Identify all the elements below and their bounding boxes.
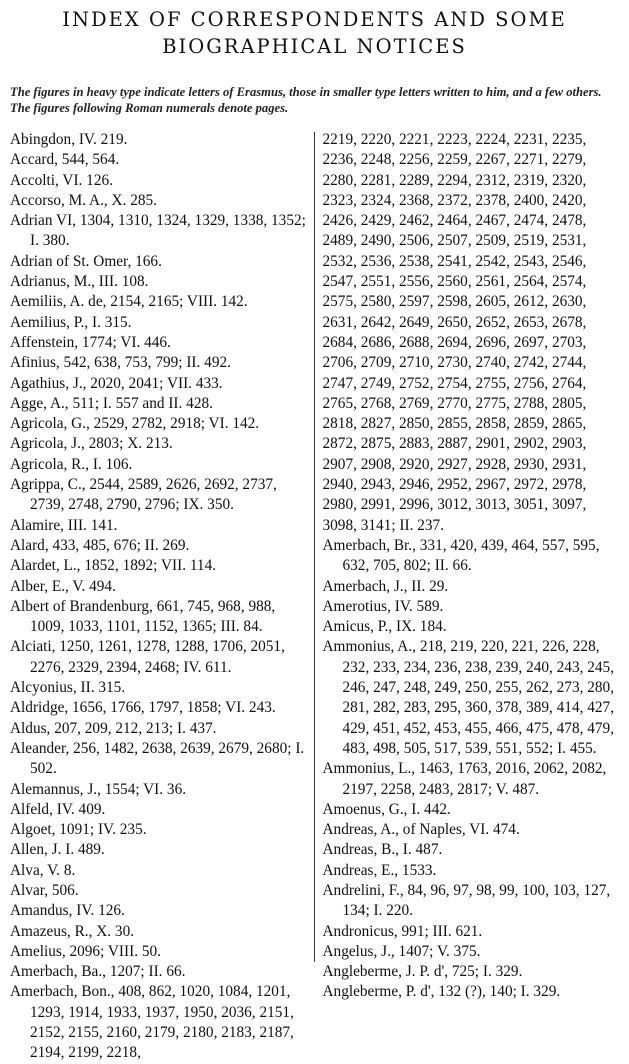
index-entry: Alfeld, IV. 409. xyxy=(10,800,106,818)
index-entry: Aemilius, P., I. 315. xyxy=(10,313,132,331)
index-entry: 2219, 2220, 2221, 2223, 2224, 2231, 2235, 2236, 2248, 2256, 2259, 2267, 2271, 2279, 2280, 2281, 2289, 2294, 2312, 2319, 2320, 2323, 2324, 2368, 2372, 2378, 2400, 2420, 2426, 2429, 2462, 2464, 2467, 2474, 2478, 2489, 2490, 2506, 2507, 2509, 2519, 2531, 2532, 2536, 2538, 2541, 2542, 2543, 2546, 2547, 2551, 2556, 2560, 2561, 2564, 2574, 2575, 2580, 2597, 2598, 2605, 2612, 2630, 2631, 2642, 2649, 2650, 2652, 2653, 2678, 2684, 2686, 2688, 2694, 2696, 2697, 2703, 2706, 2709, 2710, 2730, 2740, 2742, 2744, 2747, 2749, 2752, 2754, 2755, 2756, 2764, 2765, 2768, 2769, 2770, 2775, 2788, 2805, 2818, 2827, 2850, 2855, 2858, 2859, 2865, 2872, 2875, 2883, 2887, 2901, 2902, 2903, 2907, 2908, 2920, 2927, 2928, 2930, 2931, 2940, 2943, 2946, 2952, 2967, 2972, 2978, 2980, 2991, 2996, 3012, 3013, 3051, 3097, 3098, 3141; II. 237. xyxy=(322,131,587,534)
index-entry: Andreas, A., of Naples, VI. 474. xyxy=(322,821,520,839)
index-entry: Andronicus, 991; III. 621. xyxy=(322,922,483,940)
index-entry: Angelus, J., 1407; V. 375. xyxy=(322,942,481,960)
index-entry: Aldus, 207, 209, 212, 213; I. 437. xyxy=(10,719,217,737)
index-entry: Adrian VI, 1304, 1310, 1324, 1329, 1338, 1352; I. 380. xyxy=(10,212,306,250)
index-entry: Andrelini, F., 84, 96, 97, 98, 99, 100, 103, 127, 134; I. 220. xyxy=(322,881,611,920)
left-column xyxy=(10,130,314,1064)
index-columns xyxy=(10,130,619,1064)
index-entry: Andreas, E., 1533. xyxy=(322,861,437,879)
index-entry: Accorso, M. A., X. 285. xyxy=(10,191,158,209)
index-entry: Ammonius, A., 218, 219, 220, 221, 226, 228, 232, 233, 234, 236, 238, 239, 240, 243, 245, 246, 247, 248, 249, 250, 255, 262, 273, 280, 281, 282, 283, 295, 360, 378, 389, 414, 427, 429, 451, 452, 453, 455, 466, 475, 478, 479, 483, 498, 505, 517, 539, 551, 552; I. 455. xyxy=(322,638,615,757)
index-entry: Agricola, J., 2803; X. 213. xyxy=(10,435,173,453)
index-entry: Alemannus, J., 1554; VI. 36. xyxy=(10,780,187,798)
index-entry: Alamire, III. 141. xyxy=(10,516,118,534)
index-entry: Angleberme, J. P. d', 725; I. 329. xyxy=(322,963,523,981)
index-entry: Algoet, 1091; IV. 235. xyxy=(10,821,147,839)
index-entry: Aemiliis, A. de, 2154, 2165; VIII. 142. xyxy=(10,293,248,311)
right-column xyxy=(315,130,620,1064)
title-line-1: INDEX OF CORRESPONDENTS AND SOME xyxy=(62,8,567,31)
index-entry: Amerbach, Ba., 1207; II. 66. xyxy=(10,963,186,981)
index-entry: Accolti, VI. 126. xyxy=(10,171,113,189)
index-entry: Affenstein, 1774; VI. 446. xyxy=(10,333,171,351)
index-entry: Adrianus, M., III. 108. xyxy=(10,273,149,291)
index-entry: Aleander, 256, 1482, 2638, 2639, 2679, 2680; I. 502. xyxy=(10,739,305,778)
index-entry: Agricola, G., 2529, 2782, 2918; VI. 142. xyxy=(10,415,260,433)
index-entry: Ammonius, L., 1463, 1763, 2016, 2062, 2082, 2197, 2258, 2483, 2817; V. 487. xyxy=(322,760,607,798)
page-title xyxy=(10,6,619,60)
index-entry: Alard, 433, 485, 676; II. 269. xyxy=(10,536,190,554)
index-entry: Amerbach, J., II. 29. xyxy=(322,577,449,595)
index-entry: Alber, E., V. 494. xyxy=(10,577,116,595)
index-entry: Afinius, 542, 638, 753, 799; II. 492. xyxy=(10,354,231,372)
index-entry: Amerbach, Br., 331, 420, 439, 464, 557, 595, 632, 705, 802; II. 66. xyxy=(322,536,600,575)
index-entry: Amicus, P., IX. 184. xyxy=(322,618,447,636)
index-entry: Abingdon, IV. 219. xyxy=(10,131,128,148)
index-entry: Andreas, B., I. 487. xyxy=(322,841,443,859)
index-entry: Amerbach, Bon., 408, 862, 1020, 1084, 1201, 1293, 1914, 1933, 1937, 1950, 2036, 2151, 2152, 2155, 2160, 2179, 2180, 2183, 2187, 2194, 2199, 2218, xyxy=(10,983,294,1062)
title-line-2: BIOGRAPHICAL NOTICES xyxy=(162,35,467,58)
index-entry: Adrian of St. Omer, 166. xyxy=(10,252,162,270)
index-entry: Alcyonius, II. 315. xyxy=(10,679,126,697)
index-entry: Alciati, 1250, 1261, 1278, 1288, 1706, 2051, 2276, 2329, 2394, 2468; IV. 611. xyxy=(10,638,285,676)
index-entry: Allen, J. I. 489. xyxy=(10,841,105,859)
index-entry: Albert of Brandenburg, 661, 745, 968, 988, 1009, 1033, 1101, 1152, 1365; III. 84. xyxy=(10,597,276,636)
index-entry: Alva, V. 8. xyxy=(10,861,76,879)
index-entry: Amoenus, G., I. 442. xyxy=(322,800,451,818)
index-entry: Amerotius, IV. 589. xyxy=(322,597,444,615)
index-entry: Aldridge, 1656, 1766, 1797, 1858; VI. 243. xyxy=(10,699,276,717)
index-entry: Alardet, L., 1852, 1892; VII. 114. xyxy=(10,557,217,575)
index-entry: Accard, 544, 564. xyxy=(10,151,120,169)
index-entry: Alvar, 506. xyxy=(10,881,79,899)
index-entry: Amelius, 2096; VIII. 50. xyxy=(10,942,161,960)
index-entry: Agricola, R., I. 106. xyxy=(10,455,133,473)
index-entry: Agge, A., 511; I. 557 and II. 428. xyxy=(10,394,213,412)
index-entry: Agrippa, C., 2544, 2589, 2626, 2692, 2737, 2739, 2748, 2790, 2796; IX. 350. xyxy=(10,476,277,514)
index-entry: Angleberme, P. d', 132 (?), 140; I. 329. xyxy=(322,983,561,1001)
index-entry: Agathius, J., 2020, 2041; VII. 433. xyxy=(10,374,223,392)
index-entry: Amandus, IV. 126. xyxy=(10,902,125,920)
index-entry: Amazeus, R., X. 30. xyxy=(10,922,135,940)
intro-note: The figures in heavy type indicate letters of Erasmus, those in smaller type letters written to him, and a few others. The figures following Roman numerals denote pages. xyxy=(10,85,602,115)
